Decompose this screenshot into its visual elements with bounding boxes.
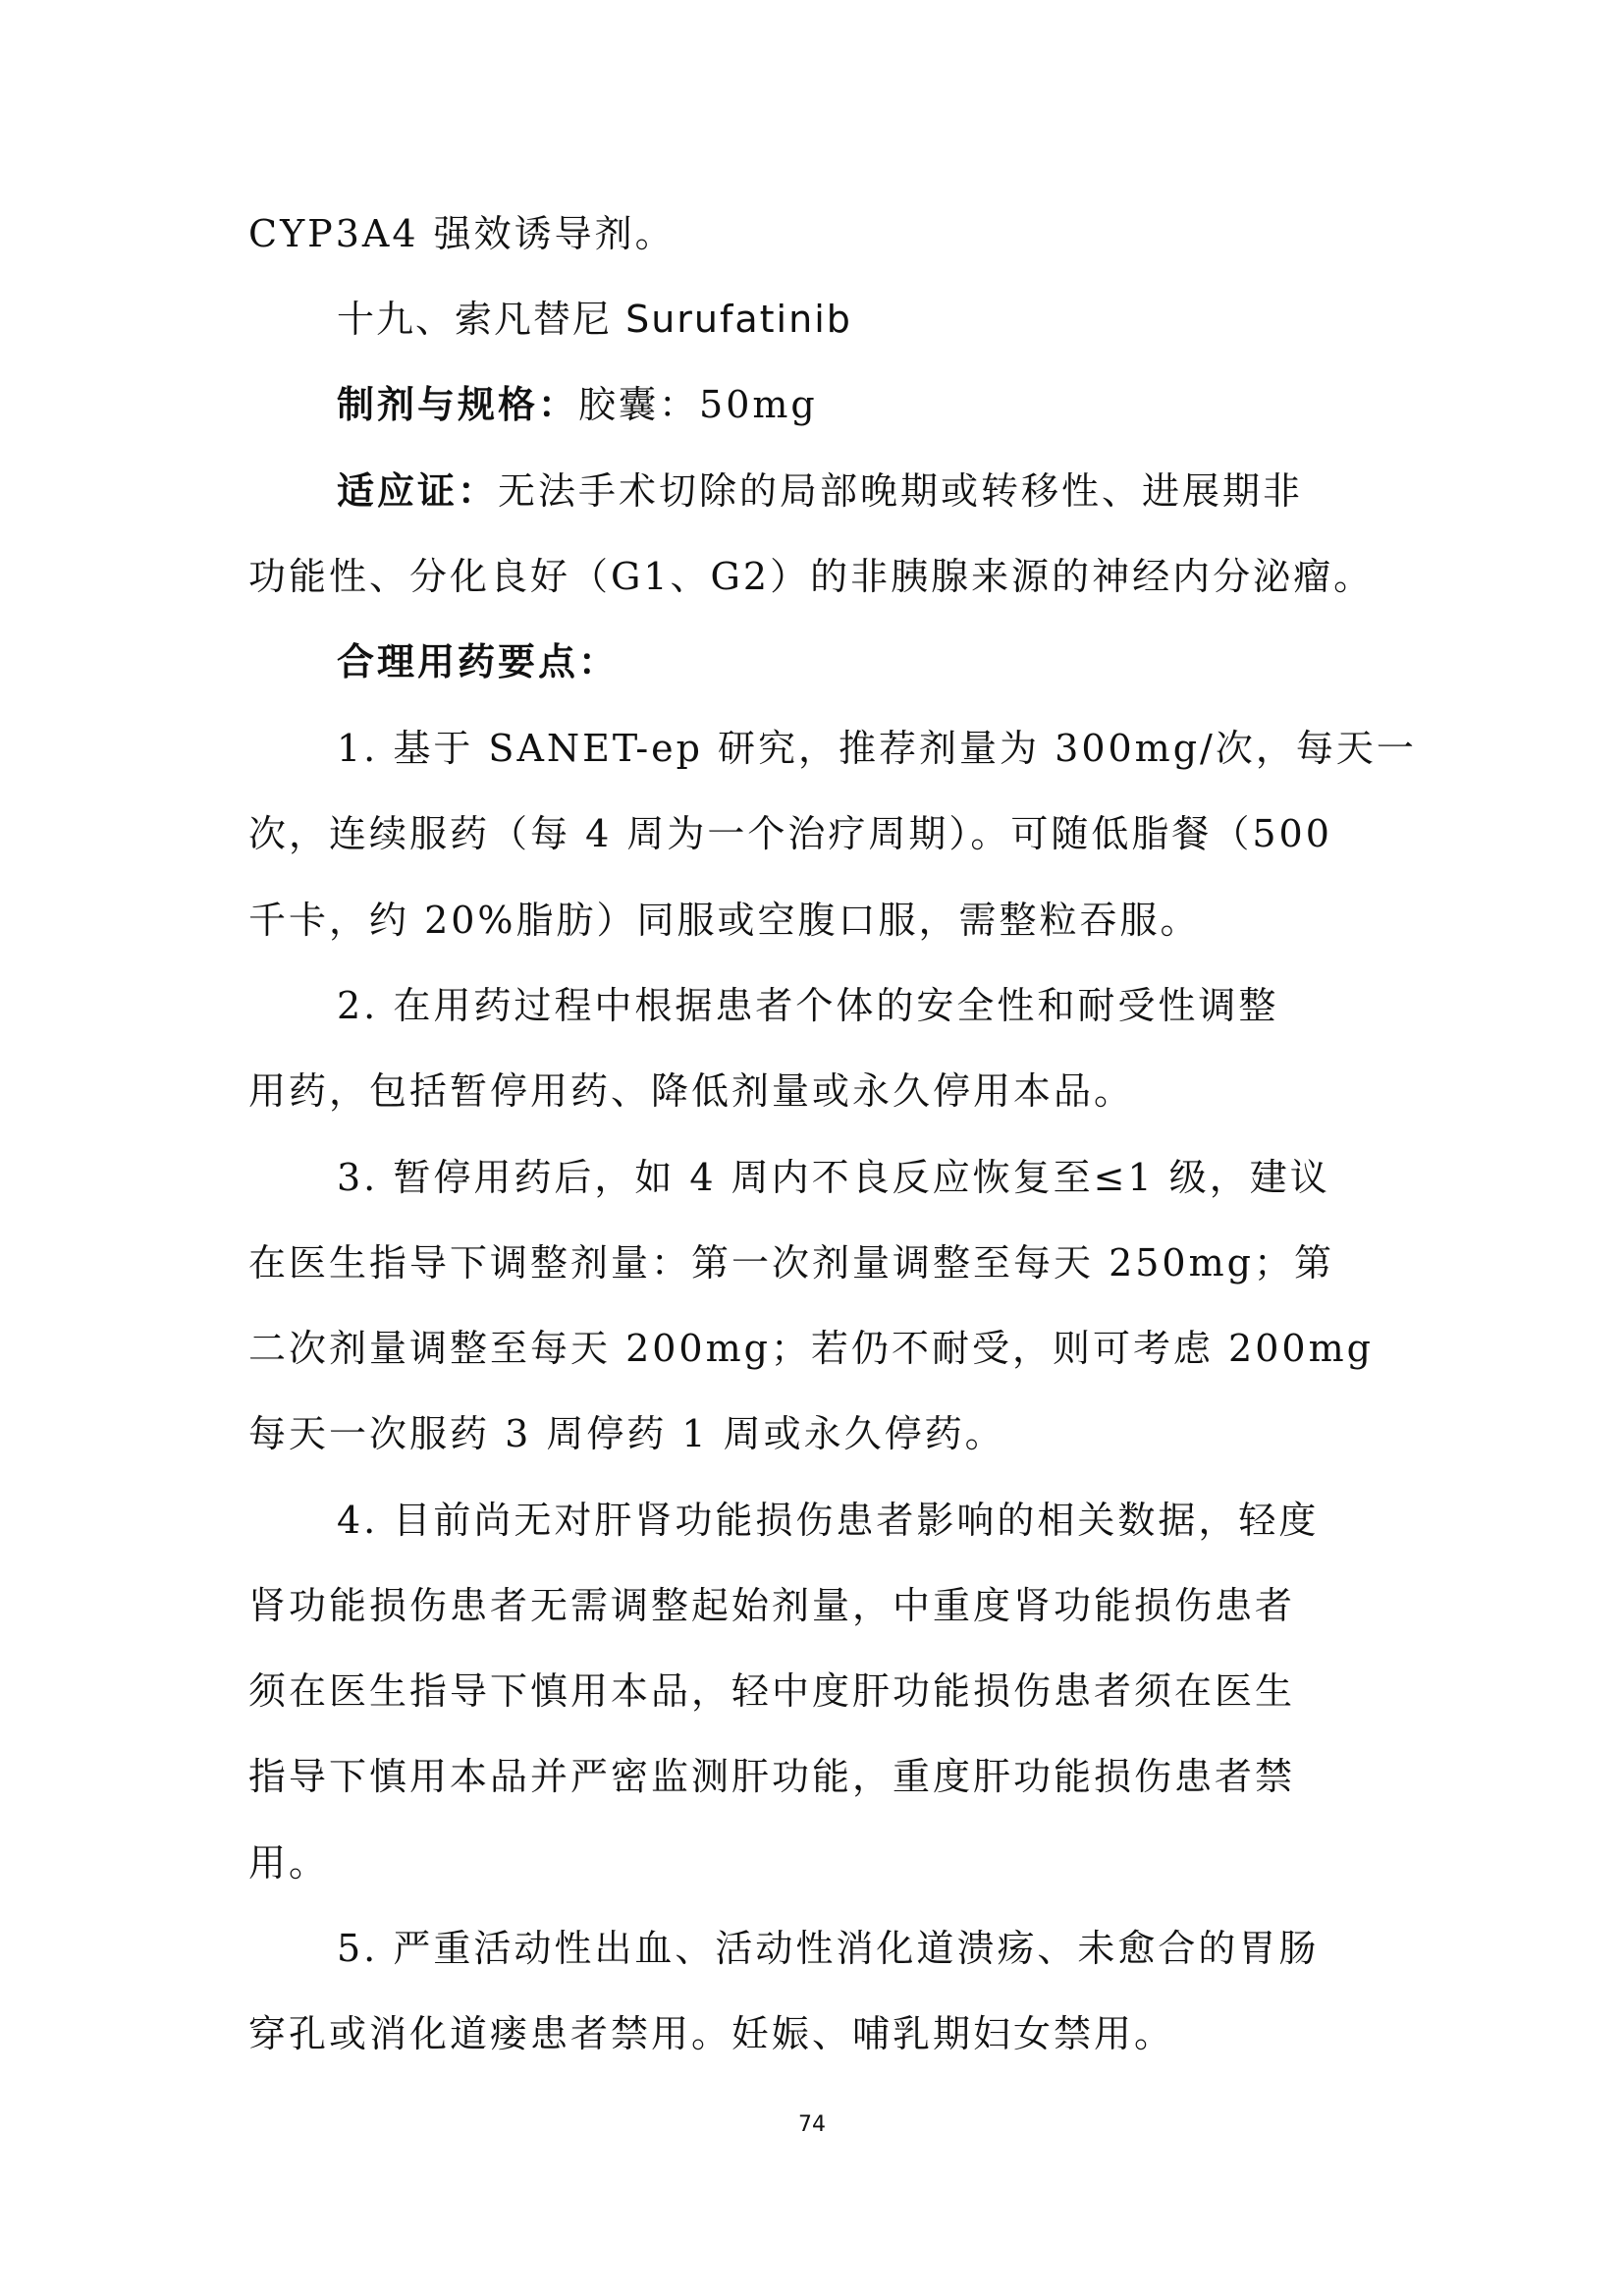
section-heading: 十九、索凡替尼 Surufatinib [337, 298, 852, 341]
text-line: 须在医生指导下慎用本品，轻中度肝功能损伤患者须在医生 [248, 1669, 1296, 1713]
spec-value: 胶囊：50mg [578, 383, 818, 426]
usage-heading: 合理用药要点： [337, 639, 620, 683]
text-line: 用。 [248, 1841, 330, 1885]
indication-label: 适应证： [337, 468, 499, 513]
text-line: 5. 严重活动性出血、活动性消化道溃疡、未愈合的胃肠 [337, 1927, 1320, 1970]
text-line: 次，连续服药（每 4 周为一个治疗周期）。可随低脂餐（500 [248, 812, 1332, 855]
spec-label: 制剂与规格： [337, 382, 579, 426]
text-line: 功能性、分化良好（G1、G2）的非胰腺来源的神经内分泌瘤。 [248, 555, 1375, 598]
spec-line [337, 382, 818, 426]
text-line: 3. 暂停用药后，如 4 周内不良反应恢复至≤1 级，建议 [337, 1156, 1330, 1199]
text-line: 2. 在用药过程中根据患者个体的安全性和耐受性调整 [337, 984, 1279, 1027]
indication-line [337, 468, 1304, 513]
text-line: 肾功能损伤患者无需调整起始剂量，中重度肾功能损伤患者 [248, 1584, 1296, 1627]
text-line: 二次剂量调整至每天 200mg；若仍不耐受，则可考虑 200mg [248, 1327, 1374, 1370]
text-line: 1. 基于 SANET-ep 研究，推荐剂量为 300mg/次，每天一 [337, 727, 1417, 770]
text-line: 指导下慎用本品并严密监测肝功能，重度肝功能损伤患者禁 [248, 1755, 1296, 1798]
text-line: 用药，包括暂停用药、降低剂量或永久停用本品。 [248, 1069, 1135, 1113]
text-line: CYP3A4 强效诱导剂。 [248, 212, 676, 255]
indication-text: 无法手术切除的局部晚期或转移性、进展期非 [498, 469, 1304, 513]
text-line: 4. 目前尚无对肝肾功能损伤患者影响的相关数据，轻度 [337, 1499, 1320, 1542]
text-line: 千卡，约 20%脂肪）同服或空腹口服，需整粒吞服。 [248, 899, 1201, 942]
text-line: 穿孔或消化道瘘患者禁用。妊娠、哺乳期妇女禁用。 [248, 2012, 1175, 2055]
text-line: 在医生指导下调整剂量：第一次剂量调整至每天 250mg；第 [248, 1241, 1334, 1285]
page-number: 74 [798, 2112, 826, 2137]
text-line: 每天一次服药 3 周停药 1 周或永久停药。 [248, 1412, 1005, 1455]
